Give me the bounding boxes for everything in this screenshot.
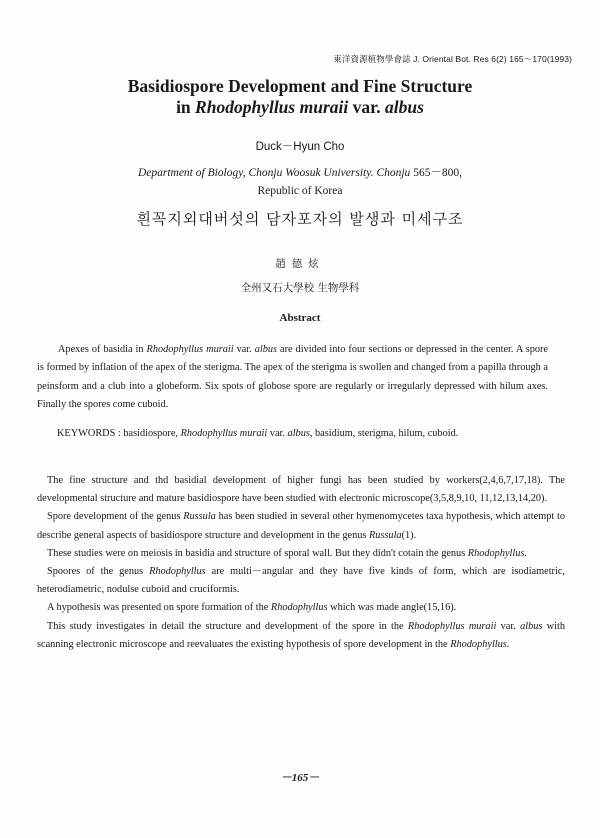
title-text: var. — [348, 97, 386, 117]
title-line-1: Basidiospore Development and Fine Structure — [127, 76, 473, 96]
body-genus: Russula — [183, 511, 216, 523]
paper-title — [0, 76, 600, 118]
introduction-body — [37, 472, 565, 654]
body-paragraph-5 — [37, 599, 565, 617]
body-span: are multi－angular and they have five kinds of form, which are isodiametric, heterodiametric, nodulse cuboid and cruciformis. — [37, 566, 565, 596]
body-span: which was made angle(15,16). — [327, 602, 457, 614]
body-span: Spore development of the genus — [47, 511, 184, 523]
affiliation-department: Department of Biology, Chonju Woosuk University. Chonju — [137, 167, 411, 179]
body-span: var. — [496, 620, 521, 632]
body-span: with scanning electronic microscope and reevaluates the existing hypothesis of spore development in the — [37, 620, 565, 650]
body-span: Spoores of the genus — [47, 566, 150, 578]
body-genus: Rhodophyllus — [149, 566, 206, 578]
body-paragraph-6 — [37, 618, 565, 654]
keywords-span: , basidium, sterigma, hilum, cuboid. — [309, 428, 459, 439]
abstract-heading: Abstract — [279, 312, 321, 324]
body-species: Rhodophyllus muraii — [407, 620, 497, 632]
title-variety: albus — [385, 97, 424, 117]
body-genus: Rhodophyllus — [270, 602, 328, 614]
keywords-span: var. — [267, 428, 288, 439]
cjk-author-name: 趙德炫 — [275, 258, 325, 270]
body-paragraph-3 — [37, 545, 565, 563]
body-paragraph-4 — [37, 563, 565, 599]
abstract-span: are divided into four sections or depressed in the center. A spore is formed by inflation of the apex of the sterigma. The apex of the sterigma is swollen and changed from a papilla through a peinsform and a club into a globeform. Six spots of globose spore are regularly or irregularly depressed with hilum axes. Finally the spores come cuboid. — [37, 344, 549, 410]
abstract-span: var. — [233, 344, 255, 355]
author-name: Duck－Hyun Cho — [255, 141, 345, 153]
body-span: These studies were on meiosis in basidia and structure of sporal wall. But they didn't cotain the genus — [47, 547, 468, 559]
body-genus: Rhodophyllus. — [450, 638, 510, 650]
body-span: This study investigates in detail the structure and development of the spore in the — [47, 620, 408, 632]
body-span: (1). — [401, 529, 417, 541]
page-number: －165－ — [280, 772, 320, 784]
abstract-span: Apexes of basidia in — [58, 344, 147, 355]
body-paragraph-1: The fine structure and thd basidial development of higher fungi has been studied by workers(2,4,6,7,17,18). The developmental structure and mature basidiospore have been studied with electronic microscope(3,5,8,9,10, 11,12,13,14,20). — [37, 475, 565, 505]
affiliation-line-1 — [0, 164, 600, 182]
title-genus: Rhodophyllus muraii — [195, 97, 349, 117]
body-genus: Rhodophyllus. — [467, 547, 527, 559]
affiliation-country: Republic of Korea — [257, 185, 343, 197]
journal-citation: 東洋資源植物學會誌 J. Oriental Bot. Res 6(2) 165～170(1993) — [333, 54, 572, 64]
keywords-line — [57, 428, 557, 439]
body-span: has been studied in several other hymenomycetes taxa hypothesis, which attempt to describe general aspects of basidiospore structure and development in the genus — [37, 511, 565, 541]
keywords-species: Rhodophyllus muraii — [180, 428, 268, 439]
author-affiliation — [0, 164, 600, 200]
affiliation-postal: 565－800, — [410, 167, 463, 179]
keywords-variety: albus — [287, 428, 310, 439]
body-variety: albus — [520, 620, 543, 632]
korean-title: 흰꼭지외대버섯의 담자포자의 발생과 미세구조 — [136, 210, 464, 228]
body-paragraph-2 — [37, 508, 565, 544]
body-genus: Russula — [368, 529, 402, 541]
title-line-2 — [0, 97, 600, 118]
body-span: A hypothesis was presented on spore formation of the — [47, 602, 271, 614]
keywords-span: KEYWORDS : basidiospore, — [57, 428, 181, 439]
cjk-affiliation: 全州又石大學校 生物學科 — [240, 282, 360, 294]
title-text: in — [176, 97, 196, 117]
abstract-species: Rhodophyllus muraii — [146, 344, 234, 355]
abstract-variety: albus — [254, 344, 278, 355]
abstract-text — [37, 341, 548, 414]
